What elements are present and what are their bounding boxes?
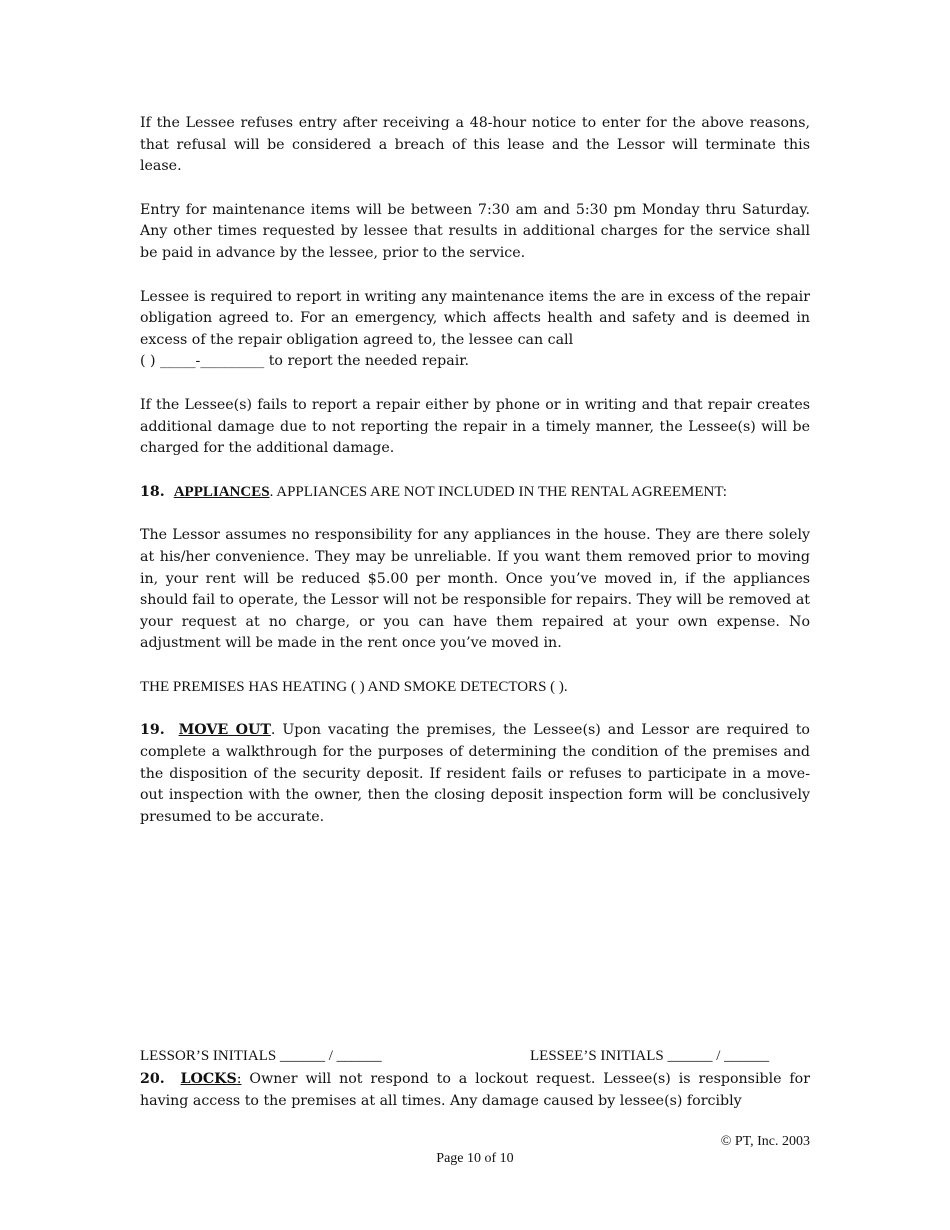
maintenance-entry-paragraph: Entry for maintenance items will be between 7:30 am and 5:30 pm Monday thru Saturday. Any other times requested by lessee that results in additional charges for the service shall be paid in advance by the lessee, prior to the service. (140, 201, 810, 261)
section-18-heading-rest: . APPLIANCES ARE NOT INCLUDED IN THE RENTAL AGREEMENT: (269, 483, 727, 500)
section-18-heading (140, 482, 810, 504)
section-20-body: Owner will not respond to a lockout request. Lessee(s) is responsible for having access to the premises at all times. Any damage caused by lessee(s) forcibly (140, 1071, 810, 1109)
lessee-initials: LESSEE’S INITIALS ______ / ______ (530, 1048, 770, 1064)
copyright-notice: © PT, Inc. 2003 (720, 1134, 810, 1149)
section-19-paragraph (140, 720, 810, 828)
appliances-paragraph: The Lessor assumes no responsibility for any appliances in the house. They are there solely at his/her convenience. They may be unreliable. If you want them removed prior to moving in, your rent will be reduced $5.00 per month. Once you’ve moved in, if the appliances should fail to operate, the Lessor will not be responsible for repairs. They will be removed at your request at no charge, or you can have them repaired at your own expense. No adjustment will be made in the rent once you’ve moved in. (140, 527, 810, 652)
section-20-paragraph (140, 1069, 810, 1112)
repair-report-text: Lessee is required to report in writing any maintenance items the are in excess of the repair obligation agreed to. For an emergency, which affects health and safety and is deemed in excess of the repair obligation agreed to, the lessee can call (140, 288, 810, 348)
lessor-initials: LESSOR’S INITIALS ______ / ______ (140, 1048, 382, 1064)
section-20-number: 20. (140, 1071, 165, 1087)
document-body (140, 113, 810, 850)
entry-refusal-paragraph: If the Lessee refuses entry after receiving a 48-hour notice to enter for the above reasons, that refusal will be considered a breach of this lease and the Lessor will terminate this lease. (140, 115, 810, 175)
section-19-number: 19. (140, 722, 165, 739)
section-20-title: LOCKS (180, 1071, 237, 1087)
section-19-body: . Upon vacating the premises, the Lessee(s) and Lessor are required to complete a walkthrough for the purposes of determining the condition of the premises and the disposition of the security deposit. If resident fails or refuses to participate in a move-out inspection with the owner, then the closing deposit inspection form will be conclusively presumed to be accurate. (140, 722, 810, 825)
page-number: Page 10 of 10 (436, 1151, 514, 1166)
initials-row (140, 1046, 810, 1067)
section-20-colon: : (236, 1071, 242, 1087)
section-18-title: APPLIANCES (173, 483, 270, 500)
section-19-title: MOVE OUT (178, 722, 271, 739)
section-18-number: 18. (140, 483, 165, 500)
repair-failure-paragraph: If the Lessee(s) fails to report a repair either by phone or in writing and that repair creates additional damage due to not reporting the repair in a timely manner, the Lessee(s) will be charged for the additional damage. (140, 396, 810, 457)
repair-report-paragraph (140, 287, 810, 373)
premises-heating-line: THE PREMISES HAS HEATING ( ) AND SMOKE DETECTORS ( ). (140, 678, 568, 695)
emergency-phone-line: ( ) _____-_________ to report the needed repair. (140, 353, 469, 370)
